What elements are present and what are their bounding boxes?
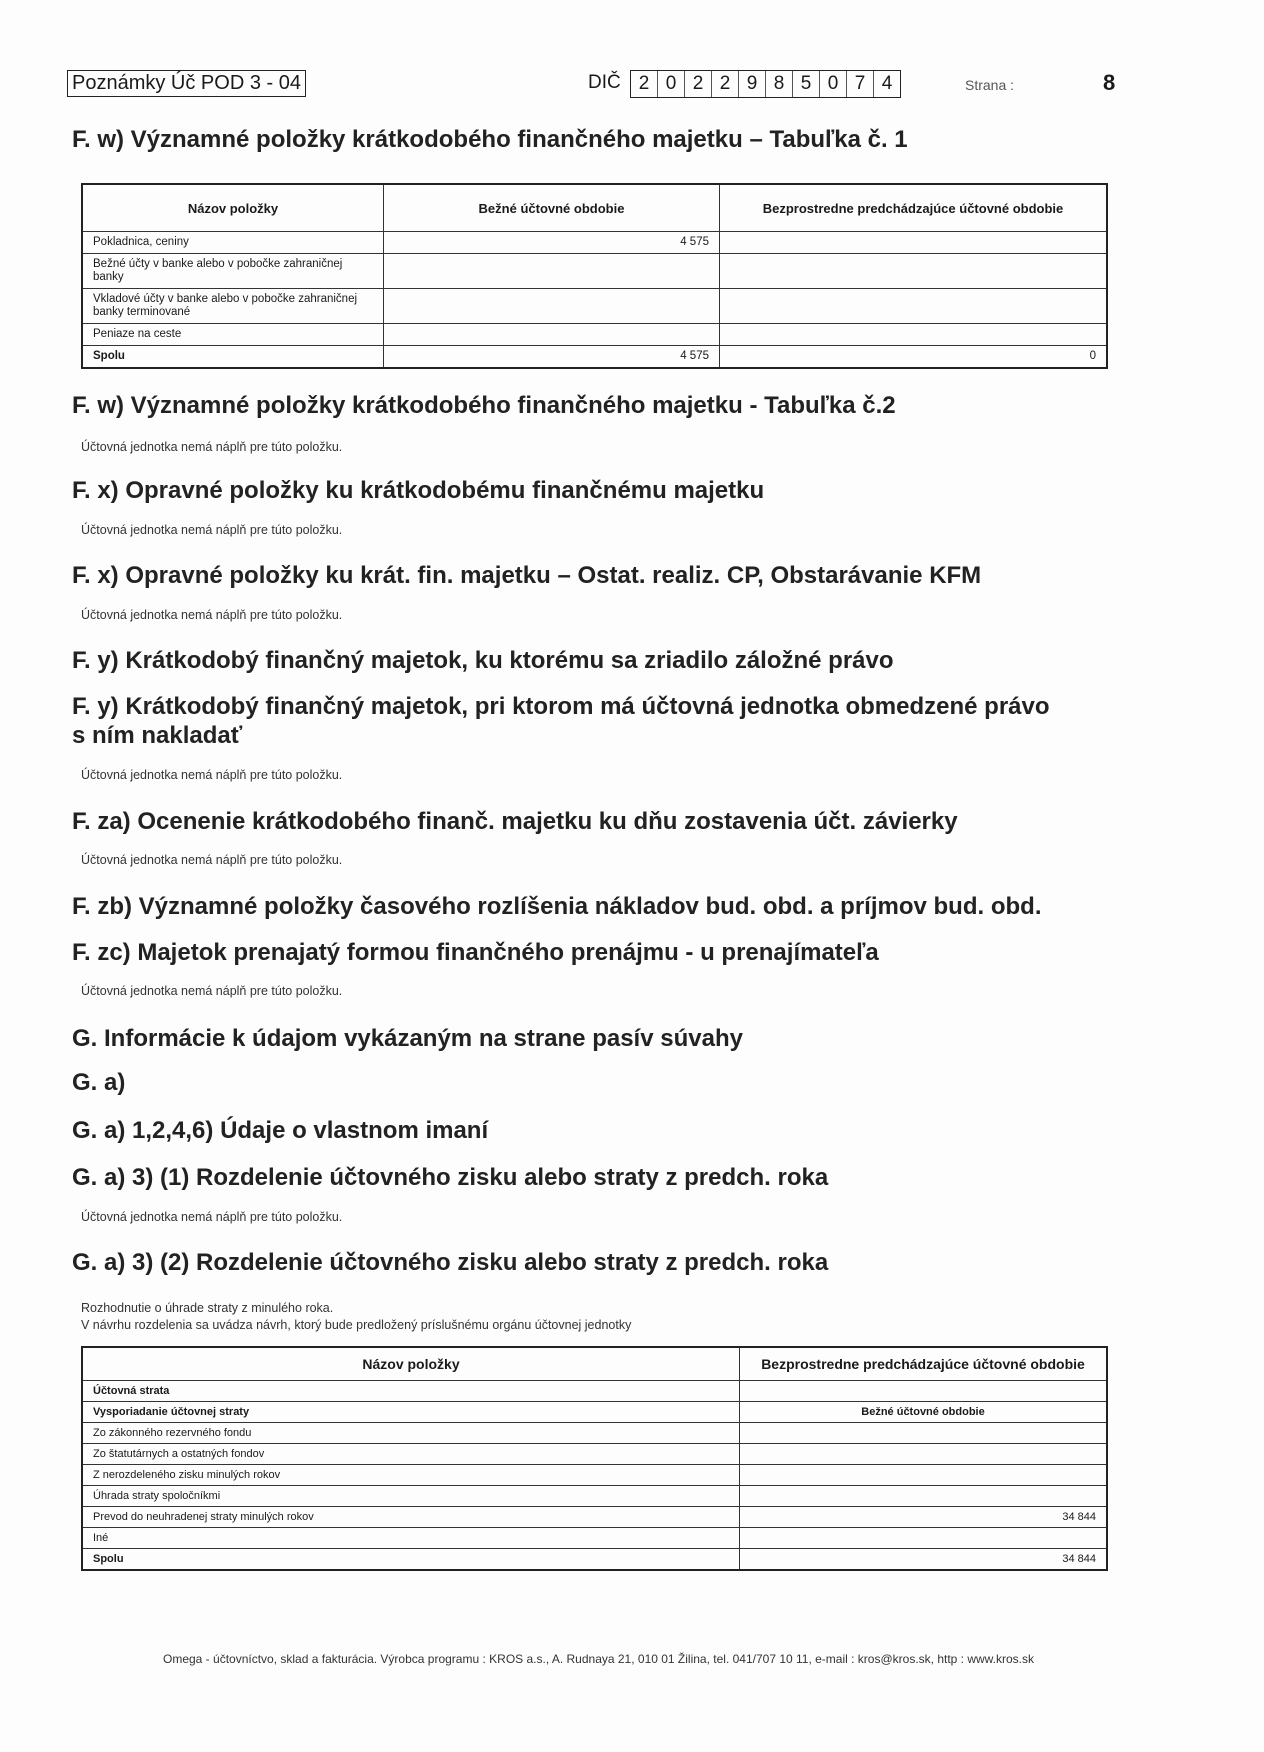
dic-digit: 2 bbox=[712, 71, 739, 97]
section-heading: F. za) Ocenenie krátkodobého finanč. majetku ku dňu zostavenia účt. závierky bbox=[72, 808, 958, 835]
row-name: Prevod do neuhradenej straty minulých rokov bbox=[82, 1507, 740, 1528]
row-value bbox=[740, 1486, 1108, 1507]
total-row bbox=[82, 1549, 1107, 1571]
section-heading: G. a) 3) (2) Rozdelenie účtovného zisku alebo straty z predch. roka bbox=[72, 1249, 829, 1276]
section-note: Účtovná jednotka nemá náplň pre túto položku. bbox=[81, 853, 343, 867]
section-note: Rozhodnutie o úhrade straty z minulého roka. bbox=[81, 1301, 334, 1315]
section-heading: F. y) Krátkodobý finančný majetok, pri ktorom má účtovná jednotka obmedzené právo bbox=[72, 693, 1050, 720]
previous-value bbox=[720, 324, 1108, 346]
loss-settlement-table bbox=[81, 1346, 1108, 1571]
dic-digit: 2 bbox=[685, 71, 712, 97]
page-number: 8 bbox=[1103, 70, 1116, 95]
section-note: Účtovná jednotka nemá náplň pre túto položku. bbox=[81, 523, 343, 537]
row-value bbox=[740, 1381, 1108, 1402]
section-heading: F. w) Významné položky krátkodobého finančného majetku - Tabuľka č.2 bbox=[72, 392, 896, 419]
dic-digit: 2 bbox=[631, 71, 658, 97]
row-name: Vkladové účty v banke alebo v pobočke zahraničnej banky terminované bbox=[82, 289, 384, 324]
section-heading: F. zb) Významné položky časového rozlíšenia nákladov bud. obd. a príjmov bud. obd. bbox=[72, 893, 1042, 920]
dic-digit: 0 bbox=[820, 71, 847, 97]
row-name: Vysporiadanie účtovnej straty bbox=[82, 1402, 740, 1423]
section-heading-continued: s ním nakladať bbox=[72, 722, 243, 749]
section-note: Účtovná jednotka nemá náplň pre túto položku. bbox=[81, 1210, 343, 1224]
table-row bbox=[82, 1444, 1107, 1465]
dic-digit: 7 bbox=[847, 71, 874, 97]
section-heading: G. a) bbox=[72, 1069, 126, 1096]
table-row bbox=[82, 1486, 1107, 1507]
column-header: Bezprostredne predchádzajúce účtovné obdobie bbox=[740, 1347, 1108, 1381]
current-value bbox=[384, 324, 720, 346]
table-row bbox=[82, 232, 1107, 254]
row-name: Iné bbox=[82, 1528, 740, 1549]
total-row bbox=[82, 346, 1107, 369]
previous-value: 0 bbox=[720, 346, 1108, 369]
section-heading: F. w) Významné položky krátkodobého finančného majetku – Tabuľka č. 1 bbox=[72, 126, 908, 153]
section-heading: G. a) 3) (1) Rozdelenie účtovného zisku alebo straty z predch. roka bbox=[72, 1164, 829, 1191]
row-value bbox=[740, 1423, 1108, 1444]
table-row bbox=[82, 324, 1107, 346]
row-name: Bežné účty v banke alebo v pobočke zahraničnej banky bbox=[82, 254, 384, 289]
dic-digit: 0 bbox=[658, 71, 685, 97]
dic-digit: 8 bbox=[766, 71, 793, 97]
footer: Omega - účtovníctvo, sklad a fakturácia. Výrobca programu : KROS a.s., A. Rudnaya 21, 010 01 Žilina, tel. 041/707 10 11, e-mail : kros@kros.sk, http : www.kros.sk bbox=[163, 1652, 1035, 1666]
section-heading: F. y) Krátkodobý finančný majetok, ku ktorému sa zriadilo záložné právo bbox=[72, 647, 894, 674]
table-row bbox=[82, 1528, 1107, 1549]
row-name: Pokladnica, ceniny bbox=[82, 232, 384, 254]
table-row bbox=[82, 1402, 1107, 1423]
section-note: V návrhu rozdelenia sa uvádza návrh, ktorý bude predložený príslušnému orgánu účtovnej jednotky bbox=[81, 1318, 632, 1332]
section-heading: F. x) Opravné položky ku krát. fin. majetku – Ostat. realiz. CP, Obstarávanie KFM bbox=[72, 562, 982, 589]
row-name: Spolu bbox=[82, 346, 384, 369]
current-value: 4 575 bbox=[384, 232, 720, 254]
row-value bbox=[740, 1528, 1108, 1549]
row-value: 34 844 bbox=[740, 1549, 1108, 1571]
column-header: Bežné účtovné obdobie bbox=[384, 184, 720, 232]
dic-label: DIČ bbox=[588, 72, 621, 93]
row-name: Úhrada straty spoločníkmi bbox=[82, 1486, 740, 1507]
section-heading: G. a) 1,2,4,6) Údaje o vlastnom imaní bbox=[72, 1117, 489, 1144]
dic-boxes bbox=[630, 70, 901, 98]
table-row bbox=[82, 1381, 1107, 1402]
section-note: Účtovná jednotka nemá náplň pre túto položku. bbox=[81, 440, 343, 454]
row-name: Spolu bbox=[82, 1549, 740, 1571]
table-row bbox=[82, 289, 1107, 324]
dic-digit: 9 bbox=[739, 71, 766, 97]
section-note: Účtovná jednotka nemá náplň pre túto položku. bbox=[81, 608, 343, 622]
dic-digit: 5 bbox=[793, 71, 820, 97]
previous-value bbox=[720, 289, 1108, 324]
table-row bbox=[82, 1423, 1107, 1444]
row-value bbox=[740, 1444, 1108, 1465]
previous-value bbox=[720, 232, 1108, 254]
row-name: Z nerozdeleného zisku minulých rokov bbox=[82, 1465, 740, 1486]
row-value: 34 844 bbox=[740, 1507, 1108, 1528]
current-value bbox=[384, 254, 720, 289]
current-value: 4 575 bbox=[384, 346, 720, 369]
dic-digit: 4 bbox=[881, 73, 893, 94]
row-name: Zo zákonného rezervného fondu bbox=[82, 1423, 740, 1444]
section-heading: F. zc) Majetok prenajatý formou finančného prenájmu - u prenajímateľa bbox=[72, 939, 879, 966]
table-row bbox=[82, 254, 1107, 289]
section-note: Účtovná jednotka nemá náplň pre túto položku. bbox=[81, 768, 343, 782]
form-code: Poznámky Úč POD 3 - 04 bbox=[67, 70, 306, 97]
row-value bbox=[740, 1465, 1108, 1486]
section-note: Účtovná jednotka nemá náplň pre túto položku. bbox=[81, 984, 343, 998]
section-heading: G. Informácie k údajom vykázaným na strane pasív súvahy bbox=[72, 1025, 743, 1052]
previous-value bbox=[720, 254, 1108, 289]
row-name: Účtovná strata bbox=[82, 1381, 740, 1402]
subheader-current-period: Bežné účtovné obdobie bbox=[740, 1402, 1108, 1423]
section-heading: F. x) Opravné položky ku krátkodobému finančnému majetku bbox=[72, 477, 765, 504]
row-name: Peniaze na ceste bbox=[82, 324, 384, 346]
page-label: Strana : bbox=[965, 77, 1015, 93]
table-row bbox=[82, 1507, 1107, 1528]
current-value bbox=[384, 289, 720, 324]
table-row bbox=[82, 1465, 1107, 1486]
column-header: Názov položky bbox=[82, 1347, 740, 1381]
financial-assets-table bbox=[81, 183, 1108, 369]
column-header: Názov položky bbox=[82, 184, 384, 232]
row-name: Zo štatutárnych a ostatných fondov bbox=[82, 1444, 740, 1465]
column-header: Bezprostredne predchádzajúce účtovné obdobie bbox=[720, 184, 1108, 232]
